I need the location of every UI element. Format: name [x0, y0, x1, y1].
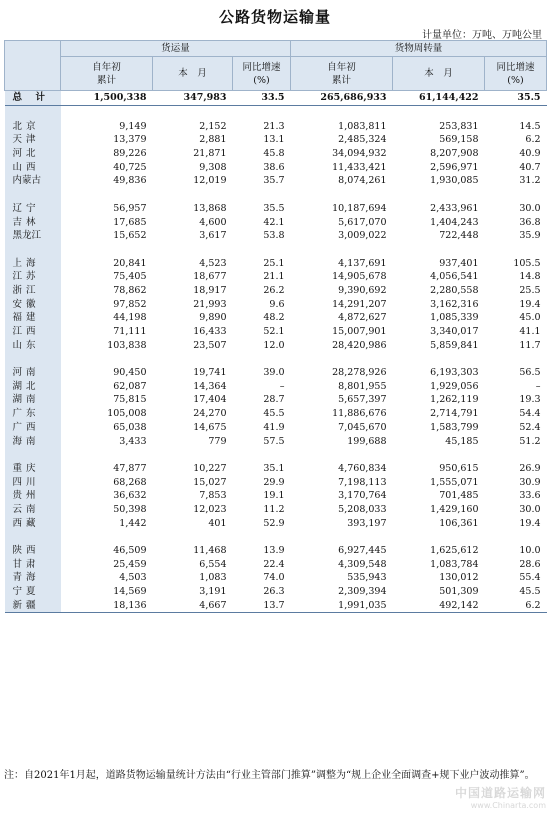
turnover-month-cell: 569,158 [439, 134, 479, 146]
turnover-month-cell: 61,144,422 [393, 91, 485, 106]
turnover-ytd-cell: 4,872,627 [338, 312, 387, 324]
turnover-month-cell: 1,083,784 [430, 558, 479, 570]
freight-ytd-cell: 49,836 [113, 175, 147, 187]
turnover-month-cell: 106,361 [439, 517, 479, 529]
province-row [5, 229, 547, 243]
turnover-growth-cell: – [535, 380, 541, 392]
turnover-month-cell: 722,448 [439, 230, 479, 242]
freight-growth-cell: 74.0 [263, 572, 285, 584]
group-spacer [5, 243, 547, 257]
freight-ytd-cell: 20,841 [113, 257, 147, 269]
freight-month-cell: 14,675 [193, 421, 227, 433]
turnover-ytd-cell: 10,187,694 [332, 202, 387, 214]
freight-month-cell: 401 [208, 517, 227, 529]
turnover-ytd-cell: 28,420,986 [332, 339, 387, 351]
freight-ytd-cell: 40,725 [113, 161, 147, 173]
turnover-growth-cell: 35.9 [519, 230, 541, 242]
province-name: 吉林 [5, 215, 61, 229]
province-row [5, 585, 547, 599]
turnover-ytd-cell: 15,007,901 [332, 326, 387, 338]
freight-growth-cell: – [279, 380, 285, 392]
turnover-growth-cell: 31.2 [519, 175, 541, 187]
turnover-ytd-cell: 14,905,678 [332, 271, 387, 283]
unit-label: 计量单位：万吨、万吨公里 [422, 30, 542, 41]
freight-ytd-cell: 89,226 [113, 148, 147, 160]
total-row [5, 91, 547, 106]
turnover-month-cell: 1,085,339 [430, 312, 479, 324]
turnover-month-cell: 492,142 [393, 598, 485, 612]
province-name: 山东 [5, 338, 61, 352]
freight-growth-cell: 57.5 [263, 435, 285, 447]
freight-growth-cell: 33.5 [233, 91, 291, 106]
province-name: 湖北 [5, 379, 61, 393]
group-spacer [5, 105, 547, 119]
freight-growth-cell: 28.7 [263, 394, 285, 406]
turnover-growth-cell: 25.5 [519, 284, 541, 296]
turnover-growth-cell: 30.0 [519, 202, 541, 214]
province-name: 西藏 [5, 516, 61, 530]
turnover-ytd-cell: 11,886,676 [332, 408, 387, 420]
turnover-ytd-cell: 11,433,421 [332, 161, 387, 173]
province-row [5, 407, 547, 421]
turnover-growth-cell: 11.7 [519, 339, 541, 351]
turnover-month-cell: 950,615 [439, 462, 479, 474]
freight-month-cell: 7,853 [199, 490, 227, 502]
freight-month-cell: 15,027 [193, 476, 227, 488]
turnover-month-cell: 1,262,119 [430, 394, 479, 406]
province-name: 青海 [5, 571, 61, 585]
freight-ytd-cell: 103,838 [107, 339, 147, 351]
freight-growth-cell: 21.3 [263, 120, 285, 132]
province-row [5, 215, 547, 229]
group-spacer [5, 448, 547, 462]
freight-ytd-cell: 9,149 [119, 120, 147, 132]
province-row [5, 256, 547, 270]
freight-ytd-cell: 68,268 [113, 476, 147, 488]
province-row [5, 270, 547, 284]
turnover-growth-cell: 6.2 [525, 134, 541, 146]
freight-month-cell: 10,227 [193, 462, 227, 474]
freight-month-cell: 779 [208, 435, 227, 447]
province-row [5, 434, 547, 448]
watermark-logo: 中国道路运输网 www.Chinarta.com [454, 786, 546, 810]
turnover-growth-cell: 19.4 [519, 517, 541, 529]
province-row [5, 462, 547, 476]
turnover-growth-cell: 28.6 [519, 558, 541, 570]
province-row [5, 297, 547, 311]
freight-growth-cell: 52.9 [263, 517, 285, 529]
freight-growth-cell: 19.1 [263, 490, 285, 502]
turnover-ytd-cell: 9,390,692 [338, 284, 387, 296]
province-name: 内蒙古 [5, 174, 61, 188]
turnover-month-cell: 45,185 [445, 435, 479, 447]
province-row [5, 557, 547, 571]
province-row [5, 489, 547, 503]
turnover-growth-cell: 55.4 [519, 572, 541, 584]
freight-month-cell: 21,993 [193, 298, 227, 310]
freight-growth-cell: 22.4 [263, 558, 285, 570]
turnover-growth-cell: 45.5 [519, 586, 541, 598]
turnover-month-header: 本 月 [393, 57, 485, 91]
turnover-growth-cell: 51.2 [519, 435, 541, 447]
freight-growth-cell: 35.7 [263, 175, 285, 187]
freight-growth-cell: 38.6 [263, 161, 285, 173]
freight-growth-cell: 48.2 [263, 312, 285, 324]
group-spacer [5, 352, 547, 366]
turnover-growth-cell: 36.8 [519, 216, 541, 228]
group-spacer [5, 530, 547, 544]
province-row [5, 133, 547, 147]
province-row [5, 366, 547, 380]
turnover-month-cell: 253,831 [439, 120, 479, 132]
province-row [5, 503, 547, 517]
freight-growth-cell: 25.1 [263, 257, 285, 269]
turnover-ytd-cell: 8,801,955 [338, 380, 387, 392]
freight-ytd-cell: 62,087 [113, 380, 147, 392]
freight-ytd-cell: 65,038 [113, 421, 147, 433]
freight-ytd-cell: 105,008 [107, 408, 147, 420]
freight-month-cell: 9,308 [199, 161, 227, 173]
turnover-month-cell: 701,485 [439, 490, 479, 502]
freight-growth-header: 同比增速 (%) [233, 57, 291, 91]
turnover-growth-header: 同比增速 (%) [485, 57, 547, 91]
freight-ytd-cell: 4,503 [119, 572, 147, 584]
province-name: 陕西 [5, 544, 61, 558]
province-name: 山西 [5, 160, 61, 174]
freight-growth-cell: 53.8 [263, 230, 285, 242]
turnover-growth-cell: 56.5 [519, 367, 541, 379]
freight-month-cell: 12,019 [193, 175, 227, 187]
freight-month-cell: 347,983 [153, 91, 233, 106]
province-name: 河北 [5, 147, 61, 161]
freight-month-cell: 14,364 [193, 380, 227, 392]
turnover-month-cell: 1,930,085 [430, 175, 479, 187]
freight-growth-cell: 13.7 [233, 598, 291, 612]
turnover-month-cell: 2,280,558 [430, 284, 479, 296]
turnover-ytd-cell: 14,291,207 [332, 298, 387, 310]
turnover-growth-cell: 52.4 [519, 421, 541, 433]
freight-month-cell: 23,507 [193, 339, 227, 351]
turnover-ytd-cell: 4,309,548 [338, 558, 387, 570]
freight-growth-cell: 26.3 [263, 586, 285, 598]
province-row [5, 598, 547, 612]
province-name: 江苏 [5, 270, 61, 284]
province-row [5, 119, 547, 133]
turnover-ytd-cell: 2,485,324 [338, 134, 387, 146]
freight-month-cell: 21,871 [193, 148, 227, 160]
province-name: 浙江 [5, 284, 61, 298]
province-name: 广西 [5, 421, 61, 435]
freight-ytd-cell: 50,398 [113, 503, 147, 515]
freight-growth-cell: 45.8 [263, 148, 285, 160]
freight-ytd-cell: 90,450 [113, 367, 147, 379]
freight-month-cell: 13,868 [193, 202, 227, 214]
freight-growth-cell: 9.6 [269, 298, 285, 310]
turnover-growth-cell: 45.0 [519, 312, 541, 324]
province-name: 海南 [5, 434, 61, 448]
province-row [5, 338, 547, 352]
freight-ytd-cell: 1,442 [119, 517, 147, 529]
province-row [5, 393, 547, 407]
turnover-growth-cell: 6.2 [485, 598, 547, 612]
turnover-month-cell: 5,859,841 [430, 339, 479, 351]
province-name: 河南 [5, 366, 61, 380]
freight-month-cell: 9,890 [199, 312, 227, 324]
turnover-month-cell: 3,162,316 [430, 298, 479, 310]
province-row [5, 421, 547, 435]
province-name: 甘肃 [5, 557, 61, 571]
freight-growth-cell: 11.2 [263, 503, 285, 515]
province-name: 湖南 [5, 393, 61, 407]
turnover-ytd-cell: 3,009,022 [338, 230, 387, 242]
turnover-growth-cell: 35.5 [485, 91, 547, 106]
turnover-month-cell: 1,583,799 [430, 421, 479, 433]
province-name: 重庆 [5, 462, 61, 476]
freight-ytd-cell: 47,877 [113, 462, 147, 474]
turnover-growth-cell: 10.0 [519, 545, 541, 557]
freight-ytd-cell: 46,509 [113, 545, 147, 557]
province-row [5, 325, 547, 339]
freight-ytd-header: 自年初 累计 [61, 57, 153, 91]
turnover-growth-cell: 14.8 [519, 271, 541, 283]
province-name: 广东 [5, 407, 61, 421]
province-name: 宁夏 [5, 585, 61, 599]
freight-ytd-cell: 17,685 [113, 216, 147, 228]
freight-month-cell: 18,677 [193, 271, 227, 283]
region-header [5, 41, 61, 91]
turnover-ytd-cell: 4,760,834 [338, 462, 387, 474]
province-row [5, 147, 547, 161]
province-row [5, 160, 547, 174]
province-row [5, 202, 547, 216]
freight-ytd-cell: 15,652 [113, 230, 147, 242]
turnover-ytd-cell: 5,208,033 [338, 503, 387, 515]
turnover-growth-cell: 19.4 [519, 298, 541, 310]
turnover-ytd-cell: 535,943 [347, 572, 387, 584]
province-name: 贵州 [5, 489, 61, 503]
turnover-ytd-cell: 1,991,035 [291, 598, 393, 612]
turnover-month-cell: 1,429,160 [430, 503, 479, 515]
freight-growth-cell: 13.1 [263, 134, 285, 146]
turnover-month-cell: 3,340,017 [430, 326, 479, 338]
freight-month-cell: 4,523 [199, 257, 227, 269]
province-row [5, 544, 547, 558]
province-row [5, 571, 547, 585]
turnover-month-cell: 4,056,541 [430, 271, 479, 283]
turnover-ytd-cell: 5,657,397 [338, 394, 387, 406]
turnover-month-cell: 1,404,243 [430, 216, 479, 228]
turnover-ytd-cell: 28,278,926 [332, 367, 387, 379]
freight-month-cell: 19,741 [193, 367, 227, 379]
freight-month-cell: 1,083 [199, 572, 227, 584]
turnover-ytd-cell: 2,309,394 [338, 586, 387, 598]
freight-ytd-cell: 18,136 [61, 598, 153, 612]
freight-growth-cell: 41.9 [263, 421, 285, 433]
turnover-growth-cell: 33.6 [519, 490, 541, 502]
freight-ytd-cell: 56,957 [113, 202, 147, 214]
province-row [5, 284, 547, 298]
turnover-month-cell: 8,207,908 [430, 148, 479, 160]
turnover-ytd-cell: 3,170,764 [338, 490, 387, 502]
turnover-growth-cell: 30.9 [519, 476, 541, 488]
turnover-month-cell: 2,433,961 [430, 202, 479, 214]
province-name: 黑龙江 [5, 229, 61, 243]
turnover-ytd-cell: 4,137,691 [338, 257, 387, 269]
province-name: 四川 [5, 475, 61, 489]
freight-growth-cell: 39.0 [263, 367, 285, 379]
turnover-growth-cell: 41.1 [519, 326, 541, 338]
freight-growth-cell: 42.1 [263, 216, 285, 228]
freight-growth-cell: 45.5 [263, 408, 285, 420]
freight-month-cell: 16,433 [193, 326, 227, 338]
group-spacer [5, 188, 547, 202]
freight-growth-cell: 26.2 [263, 284, 285, 296]
freight-month-cell: 2,881 [199, 134, 227, 146]
turnover-growth-cell: 26.9 [519, 462, 541, 474]
freight-month-cell: 12,023 [193, 503, 227, 515]
freight-month-cell: 6,554 [199, 558, 227, 570]
turnover-ytd-cell: 199,688 [347, 435, 387, 447]
province-name: 天津 [5, 133, 61, 147]
turnover-month-cell: 501,309 [439, 586, 479, 598]
province-name: 北京 [5, 119, 61, 133]
province-row [5, 516, 547, 530]
freight-ytd-cell: 75,405 [113, 271, 147, 283]
freight-growth-cell: 35.1 [263, 462, 285, 474]
turnover-month-cell: 1,555,071 [430, 476, 479, 488]
turnover-ytd-cell: 7,045,670 [338, 421, 387, 433]
turnover-growth-cell: 14.5 [519, 120, 541, 132]
row-label: 总 计 [5, 91, 61, 106]
freight-growth-cell: 21.1 [263, 271, 285, 283]
turnover-growth-cell: 40.7 [519, 161, 541, 173]
freight-growth-cell: 52.1 [263, 326, 285, 338]
freight-month-cell: 2,152 [199, 120, 227, 132]
freight-ytd-cell: 97,852 [113, 298, 147, 310]
footnote: 注：自2021年1月起，道路货物运输量统计方法由“行业主管部门推算”调整为“规上企业全面调查+规下业户波动推算”。 [4, 770, 535, 781]
freight-table [4, 40, 547, 613]
province-row [5, 379, 547, 393]
freight-turnover-header: 货物周转量 [291, 41, 547, 57]
turnover-growth-cell: 19.3 [519, 394, 541, 406]
freight-month-cell: 17,404 [193, 394, 227, 406]
turnover-ytd-cell: 8,074,261 [338, 175, 387, 187]
freight-growth-cell: 13.9 [263, 545, 285, 557]
freight-growth-cell: 29.9 [263, 476, 285, 488]
turnover-ytd-cell: 6,927,445 [338, 545, 387, 557]
freight-volume-header: 货运量 [61, 41, 291, 57]
freight-ytd-cell: 1,500,338 [61, 91, 153, 106]
turnover-month-cell: 1,625,612 [430, 545, 479, 557]
freight-ytd-cell: 25,459 [113, 558, 147, 570]
turnover-growth-cell: 40.9 [519, 148, 541, 160]
turnover-month-cell: 6,193,303 [430, 367, 479, 379]
province-row [5, 475, 547, 489]
turnover-ytd-cell: 5,617,070 [338, 216, 387, 228]
freight-ytd-cell: 78,862 [113, 284, 147, 296]
turnover-ytd-cell: 1,083,811 [338, 120, 387, 132]
province-name: 云南 [5, 503, 61, 517]
freight-month-cell: 4,600 [199, 216, 227, 228]
turnover-month-cell: 937,401 [439, 257, 479, 269]
freight-month-cell: 18,917 [193, 284, 227, 296]
page-title: 公路货物运输量 [218, 8, 331, 26]
turnover-month-cell: 1,929,056 [430, 380, 479, 392]
freight-month-cell: 3,191 [199, 586, 227, 598]
province-row [5, 311, 547, 325]
turnover-growth-cell: 54.4 [519, 408, 541, 420]
freight-month-cell: 4,667 [153, 598, 233, 612]
turnover-ytd-cell: 265,686,933 [291, 91, 393, 106]
freight-ytd-cell: 36,632 [113, 490, 147, 502]
turnover-growth-cell: 30.0 [519, 503, 541, 515]
freight-month-cell: 11,468 [193, 545, 227, 557]
turnover-ytd-header: 自年初 累计 [291, 57, 393, 91]
freight-month-header: 本 月 [153, 57, 233, 91]
province-name: 福建 [5, 311, 61, 325]
freight-ytd-cell: 44,198 [113, 312, 147, 324]
turnover-ytd-cell: 34,094,932 [332, 148, 387, 160]
turnover-growth-cell: 105.5 [513, 257, 541, 269]
freight-ytd-cell: 14,569 [113, 586, 147, 598]
turnover-ytd-cell: 393,197 [347, 517, 387, 529]
turnover-ytd-cell: 7,198,113 [338, 476, 387, 488]
freight-growth-cell: 35.5 [263, 202, 285, 214]
freight-ytd-cell: 3,433 [119, 435, 147, 447]
turnover-month-cell: 2,596,971 [430, 161, 479, 173]
province-name: 安徽 [5, 297, 61, 311]
freight-ytd-cell: 75,815 [113, 394, 147, 406]
freight-month-cell: 3,617 [199, 230, 227, 242]
turnover-month-cell: 2,714,791 [430, 408, 479, 420]
turnover-month-cell: 130,012 [439, 572, 479, 584]
province-name: 上海 [5, 256, 61, 270]
freight-ytd-cell: 13,379 [113, 134, 147, 146]
freight-ytd-cell: 71,111 [113, 326, 147, 338]
province-name: 辽宁 [5, 202, 61, 216]
province-name: 江西 [5, 325, 61, 339]
freight-growth-cell: 12.0 [263, 339, 285, 351]
province-name: 新疆 [5, 598, 61, 612]
province-row [5, 174, 547, 188]
freight-month-cell: 24,270 [193, 408, 227, 420]
